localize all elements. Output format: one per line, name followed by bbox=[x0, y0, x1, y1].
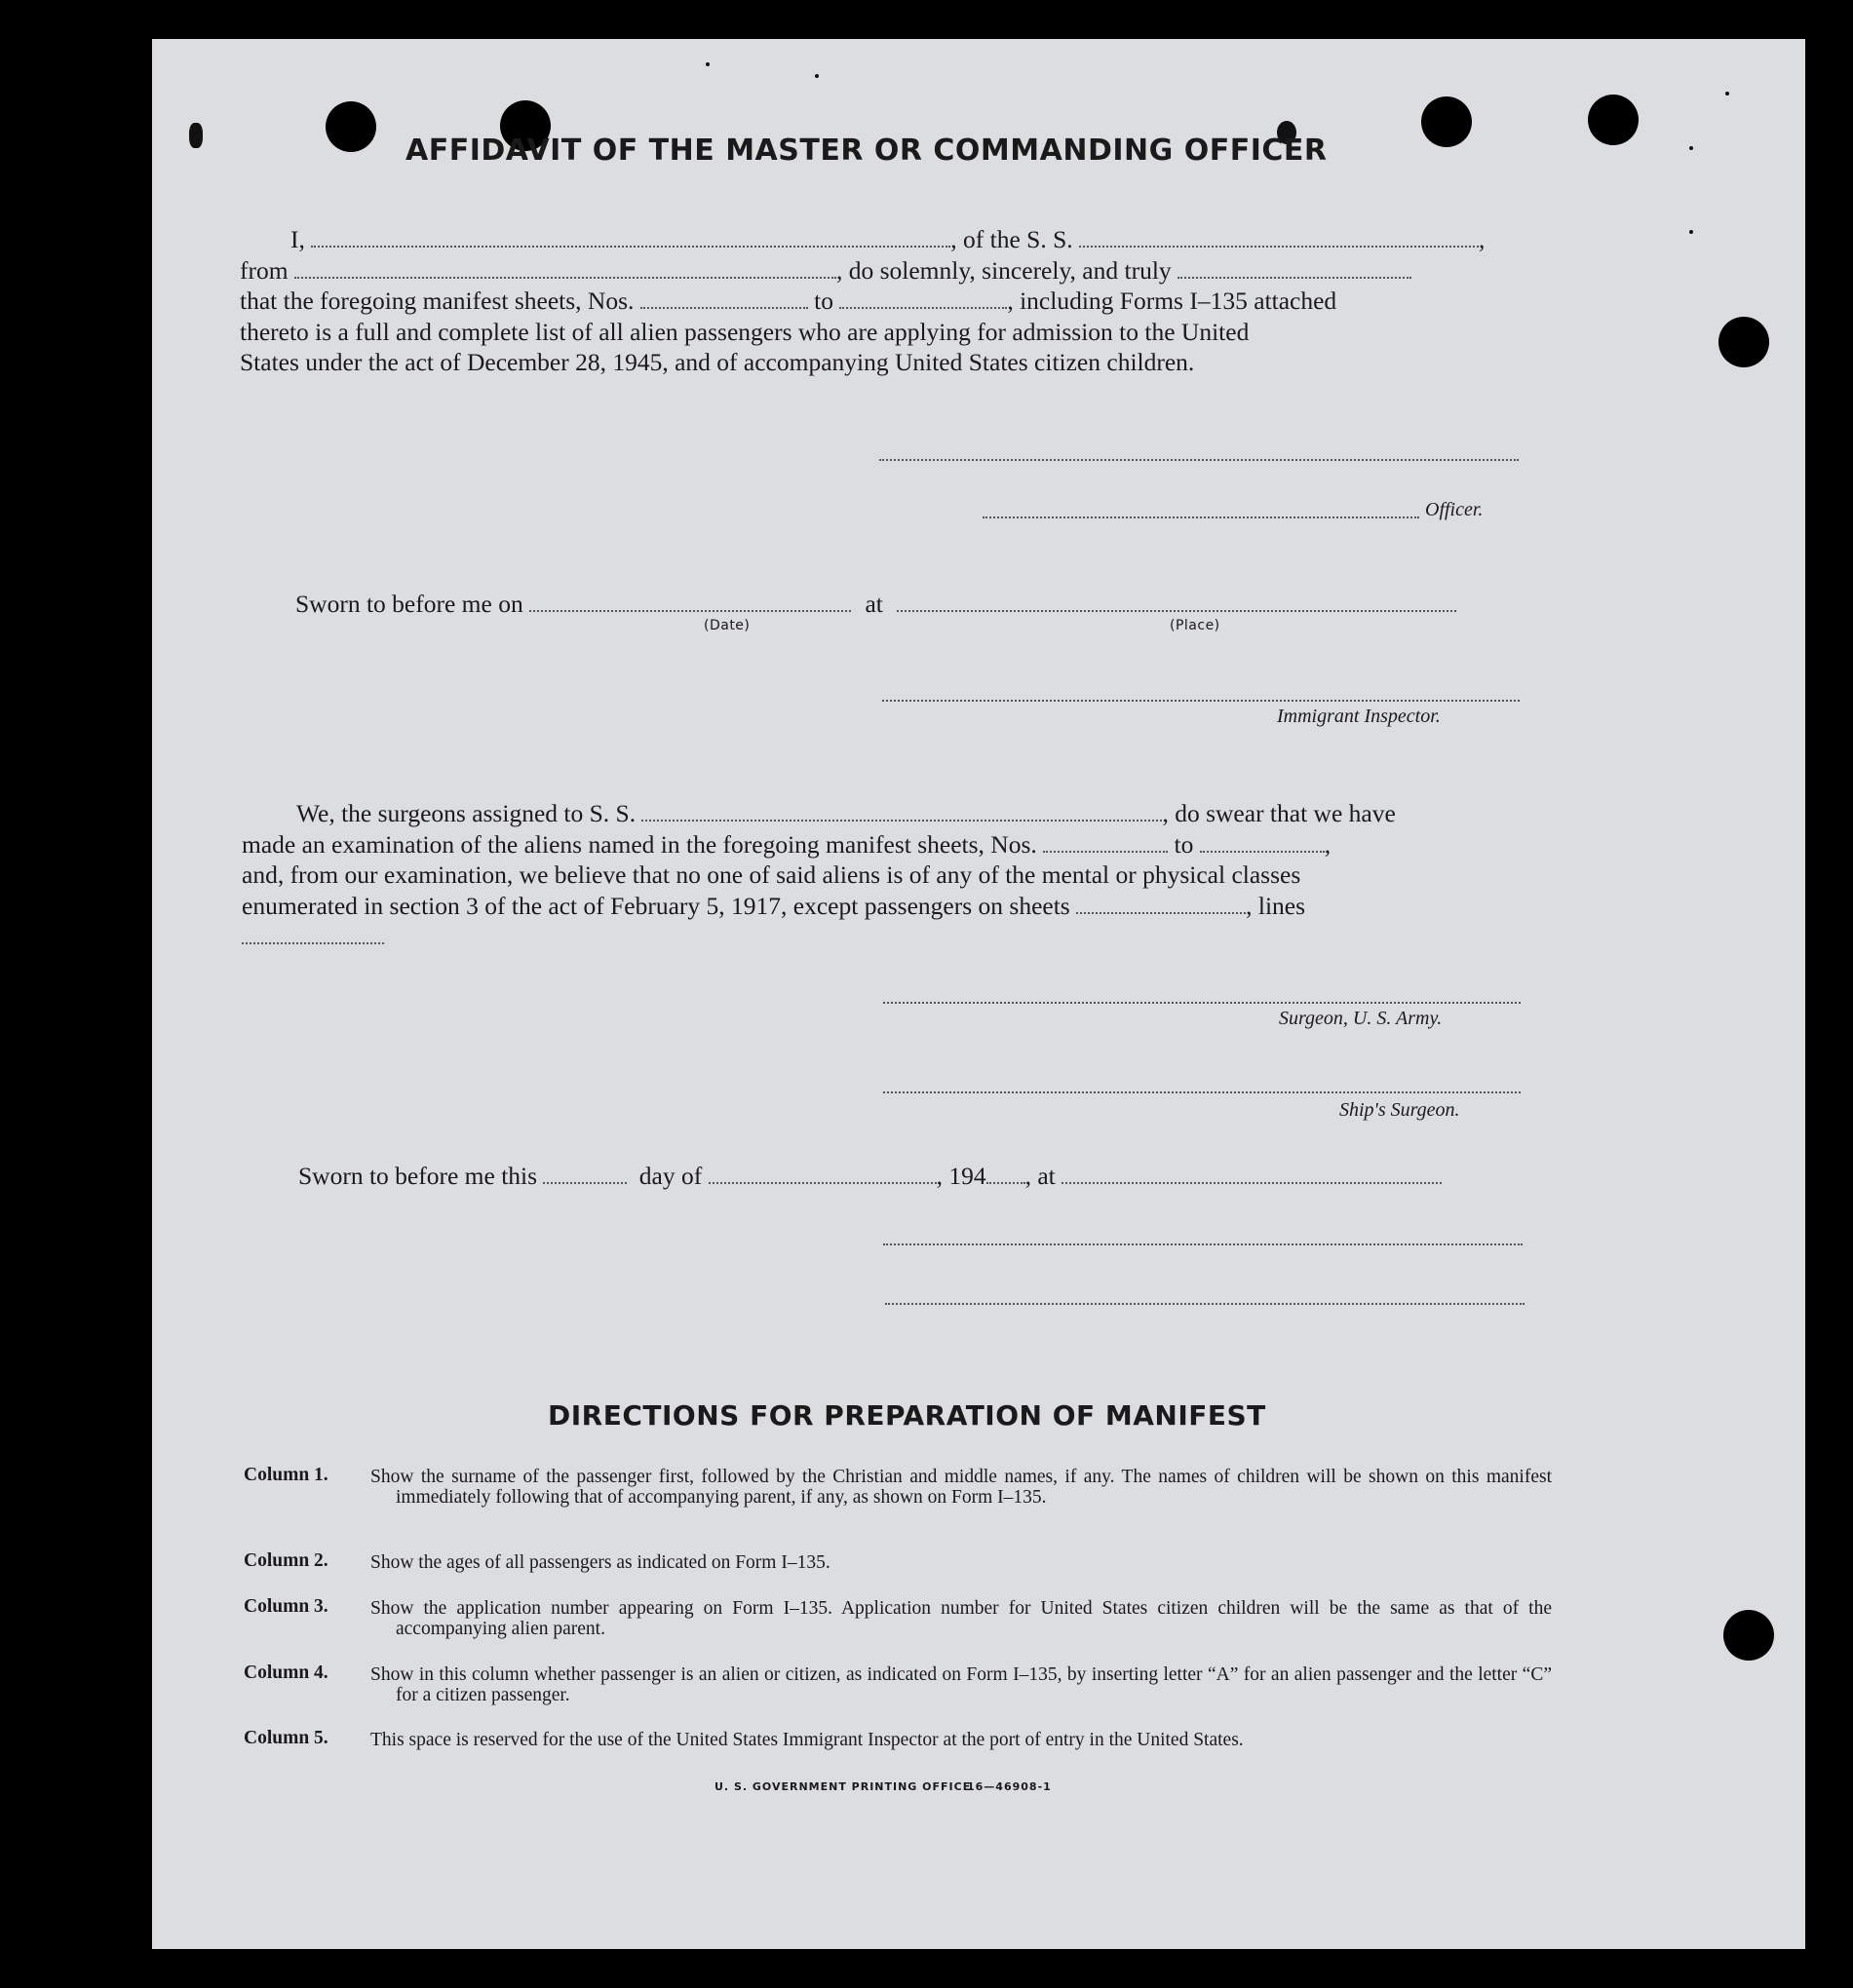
port-from-field[interactable] bbox=[294, 277, 836, 279]
text: day of bbox=[638, 1162, 703, 1190]
punch-hole bbox=[326, 101, 376, 152]
surgeon-sheet-to-field[interactable] bbox=[1200, 851, 1325, 853]
text: enumerated in section 3 of the act of February 5, 1917, except passengers on sheets bbox=[242, 892, 1070, 920]
text: , lines bbox=[1246, 892, 1306, 920]
army-surgeon-caption: Surgeon, U. S. Army. bbox=[1279, 1008, 1443, 1029]
officer-signature-line[interactable] bbox=[983, 516, 1419, 518]
sworn-month-field[interactable] bbox=[709, 1182, 937, 1184]
signature-line[interactable] bbox=[883, 1243, 1523, 1245]
speck bbox=[189, 123, 203, 148]
speck bbox=[706, 62, 710, 66]
sworn-day-line bbox=[298, 1161, 1442, 1191]
footer-printer: U. S. GOVERNMENT PRINTING OFFICE bbox=[714, 1780, 972, 1793]
text: , do solemnly, sincerely, and truly bbox=[835, 256, 1172, 285]
footer-number: 16—46908-1 bbox=[967, 1780, 1052, 1793]
date-caption: (Date) bbox=[704, 618, 751, 633]
direction-text: This space is reserved for the use of the United States Immigrant Inspector at the port of entry in the United States. bbox=[370, 1730, 1244, 1750]
ship-surgeon-signature-line[interactable] bbox=[883, 1091, 1521, 1093]
ship-name-field[interactable] bbox=[1079, 246, 1479, 248]
surgeon-ship-field[interactable] bbox=[641, 820, 1162, 822]
affidavit-line-5: States under the act of December 28, 1945, and of accompanying United States citizen children. bbox=[240, 348, 1195, 376]
direction-text: Show in this column whether passenger is an alien or citizen, as indicated on Form I–135, by inserting letter “A” for an alien passenger and the letter “C” for a citizen passenger. bbox=[370, 1664, 1552, 1705]
officer-caption: Officer. bbox=[1425, 499, 1484, 520]
text: I, bbox=[290, 225, 305, 253]
text: , do swear that we have bbox=[1162, 799, 1396, 827]
sworn-day-field[interactable] bbox=[543, 1182, 627, 1184]
signature-line[interactable] bbox=[885, 1303, 1525, 1305]
direction-label: Column 5. bbox=[244, 1728, 328, 1748]
punch-hole bbox=[1718, 317, 1769, 367]
surgeon-sheet-from-field[interactable] bbox=[1043, 851, 1168, 853]
punch-hole bbox=[1421, 96, 1472, 147]
text: , including Forms I–135 attached bbox=[1007, 287, 1337, 315]
affidavit-line-4: thereto is a full and complete list of all alien passengers who are applying for admission to the United bbox=[240, 318, 1250, 346]
speck bbox=[1689, 230, 1693, 234]
direction-text: Show the ages of all passengers as indicated on Form I–135. bbox=[370, 1552, 830, 1573]
except-sheets-field[interactable] bbox=[1076, 912, 1246, 914]
direction-label: Column 4. bbox=[244, 1663, 328, 1683]
text: at bbox=[865, 590, 883, 618]
sworn-place-field[interactable] bbox=[897, 610, 1456, 612]
text: from bbox=[240, 256, 289, 285]
sworn-date-line bbox=[295, 589, 1456, 619]
punch-hole bbox=[1723, 1610, 1774, 1661]
affidavit-line-1 bbox=[290, 224, 1485, 254]
text: Sworn to before me this bbox=[298, 1162, 538, 1190]
speck bbox=[815, 74, 819, 78]
lines-field[interactable] bbox=[242, 942, 384, 944]
sworn-date-field[interactable] bbox=[529, 610, 851, 612]
affidavit-line-2 bbox=[240, 255, 1411, 286]
sheet-to-field[interactable] bbox=[839, 307, 1007, 309]
direction-text: Show the application number appearing on Form I–135. Application number for United States citizen children will be the same as that of the accompanying alien parent. bbox=[370, 1598, 1552, 1639]
text: that the foregoing manifest sheets, Nos. bbox=[240, 287, 635, 315]
text: made an examination of the aliens named in the foregoing manifest sheets, Nos. bbox=[242, 830, 1037, 859]
text: , of the S. S. bbox=[950, 225, 1073, 253]
text: to bbox=[1174, 830, 1194, 859]
directions-heading: DIRECTIONS FOR PREPARATION OF MANIFEST bbox=[548, 1399, 1266, 1432]
text: , at bbox=[1024, 1162, 1056, 1190]
form-title: AFFIDAVIT OF THE MASTER OR COMMANDING OFFICER bbox=[405, 134, 1328, 168]
punch-hole bbox=[1588, 95, 1639, 145]
signature-line[interactable] bbox=[879, 459, 1519, 461]
text: to bbox=[814, 287, 833, 315]
text: , bbox=[1479, 225, 1486, 253]
direction-label: Column 2. bbox=[244, 1550, 328, 1571]
inspector-signature-line[interactable] bbox=[882, 700, 1520, 702]
ship-surgeon-caption: Ship's Surgeon. bbox=[1339, 1099, 1460, 1121]
inspector-caption: Immigrant Inspector. bbox=[1277, 706, 1441, 727]
surgeon-line-3: and, from our examination, we believe that no one of said aliens is of any of the mental or physical classes bbox=[242, 860, 1301, 889]
text: We, the surgeons assigned to S. S. bbox=[296, 799, 637, 827]
master-name-field[interactable] bbox=[311, 246, 950, 248]
sworn-place-field-2[interactable] bbox=[1062, 1182, 1442, 1184]
direction-label: Column 1. bbox=[244, 1465, 328, 1485]
oath-field[interactable] bbox=[1177, 277, 1411, 279]
speck bbox=[1689, 146, 1693, 150]
army-surgeon-signature-line[interactable] bbox=[883, 1002, 1521, 1004]
direction-text: Show the surname of the passenger first, followed by the Christian and middle names, if any. The names of children will be shown on this manifest immediately following that of accompanying parent, if any, as shown on Form I–135. bbox=[370, 1467, 1552, 1508]
text: Sworn to before me on bbox=[295, 590, 523, 618]
surgeon-line-2 bbox=[242, 829, 1331, 860]
surgeon-line-1 bbox=[296, 798, 1396, 828]
surgeon-line-4 bbox=[242, 891, 1305, 921]
text: , bbox=[1324, 830, 1332, 859]
speck bbox=[1725, 92, 1729, 96]
place-caption: (Place) bbox=[1170, 618, 1220, 633]
direction-label: Column 3. bbox=[244, 1596, 328, 1617]
affidavit-line-3 bbox=[240, 286, 1336, 316]
sworn-year-field[interactable] bbox=[986, 1182, 1025, 1184]
text: , 194 bbox=[936, 1162, 986, 1190]
sheet-from-field[interactable] bbox=[640, 307, 808, 309]
